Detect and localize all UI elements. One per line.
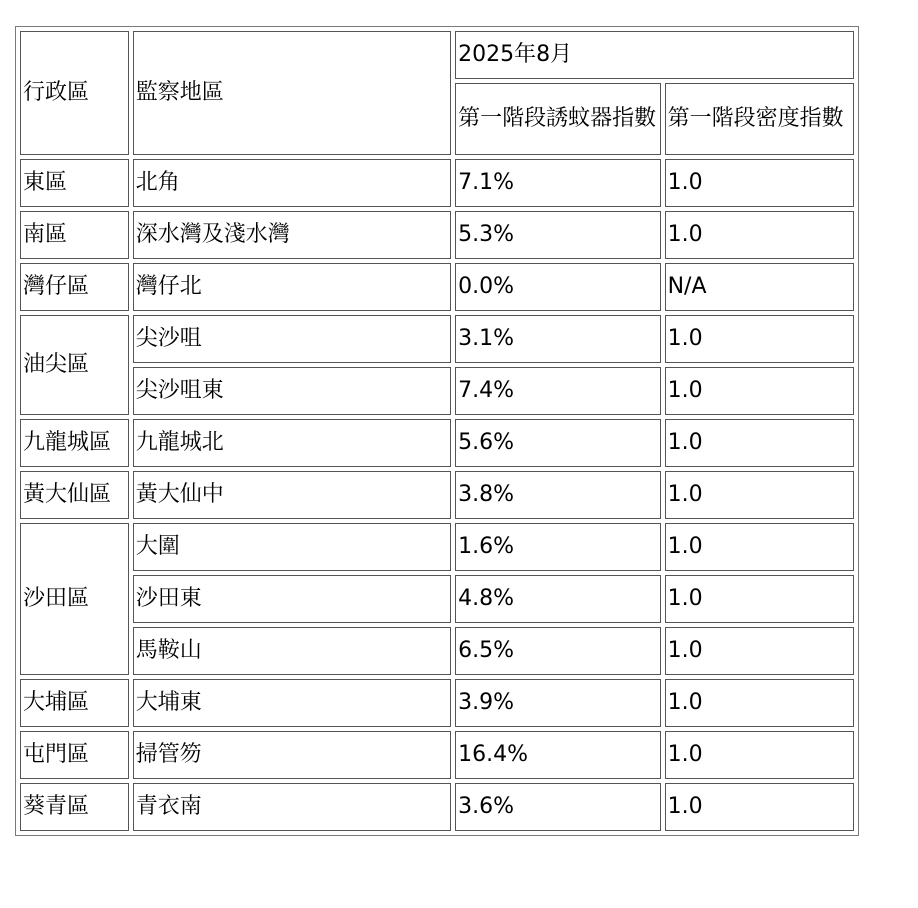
ovitrap-index-cell: 3.6% [455, 783, 661, 831]
table-row [20, 419, 854, 467]
density-index-cell: 1.0 [665, 627, 854, 675]
density-index-cell: 1.0 [665, 679, 854, 727]
density-index-cell: 1.0 [665, 159, 854, 207]
district-cell: 葵青區 [20, 783, 129, 831]
ovitrap-index-cell: 6.5% [455, 627, 661, 675]
ovitrap-index-cell: 0.0% [455, 263, 661, 311]
ovitrap-index-cell: 7.1% [455, 159, 661, 207]
area-cell: 青衣南 [133, 783, 451, 831]
area-cell: 馬鞍山 [133, 627, 451, 675]
district-cell: 屯門區 [20, 731, 129, 779]
table-row [20, 315, 854, 363]
header-district: 行政區 [20, 31, 129, 155]
table-row [20, 679, 854, 727]
table-row [20, 523, 854, 571]
ovitrap-index-cell: 3.9% [455, 679, 661, 727]
area-cell: 沙田東 [133, 575, 451, 623]
density-index-cell: 1.0 [665, 367, 854, 415]
area-cell: 大埔東 [133, 679, 451, 727]
density-index-cell: 1.0 [665, 315, 854, 363]
density-index-cell: 1.0 [665, 783, 854, 831]
mosquito-index-table [15, 26, 859, 836]
density-index-cell: N/A [665, 263, 854, 311]
table-row [20, 367, 854, 415]
header-period: 2025年8月 [455, 31, 854, 79]
district-cell: 東區 [20, 159, 129, 207]
density-index-cell: 1.0 [665, 471, 854, 519]
table-row [20, 263, 854, 311]
ovitrap-index-cell: 5.6% [455, 419, 661, 467]
table-row [20, 783, 854, 831]
density-index-cell: 1.0 [665, 731, 854, 779]
area-cell: 掃管笏 [133, 731, 451, 779]
district-cell: 大埔區 [20, 679, 129, 727]
district-cell: 黃大仙區 [20, 471, 129, 519]
district-cell: 灣仔區 [20, 263, 129, 311]
header-area: 監察地區 [133, 31, 451, 155]
ovitrap-index-cell: 1.6% [455, 523, 661, 571]
table-row [20, 211, 854, 259]
header-row [20, 31, 854, 79]
area-cell: 大圍 [133, 523, 451, 571]
table-row [20, 575, 854, 623]
density-index-cell: 1.0 [665, 575, 854, 623]
area-cell: 九龍城北 [133, 419, 451, 467]
district-cell: 九龍城區 [20, 419, 129, 467]
density-index-cell: 1.0 [665, 211, 854, 259]
area-cell: 尖沙咀東 [133, 367, 451, 415]
ovitrap-index-cell: 16.4% [455, 731, 661, 779]
area-cell: 深水灣及淺水灣 [133, 211, 451, 259]
area-cell: 尖沙咀 [133, 315, 451, 363]
district-cell: 南區 [20, 211, 129, 259]
district-cell: 沙田區 [20, 523, 129, 675]
density-index-cell: 1.0 [665, 419, 854, 467]
table-row [20, 471, 854, 519]
header-density-index: 第一階段密度指數 [665, 83, 854, 155]
area-cell: 黃大仙中 [133, 471, 451, 519]
header-ovitrap-index: 第一階段誘蚊器指數 [455, 83, 661, 155]
table-row [20, 627, 854, 675]
ovitrap-index-cell: 4.8% [455, 575, 661, 623]
density-index-cell: 1.0 [665, 523, 854, 571]
ovitrap-index-cell: 3.1% [455, 315, 661, 363]
ovitrap-index-cell: 5.3% [455, 211, 661, 259]
district-cell: 油尖區 [20, 315, 129, 415]
area-cell: 灣仔北 [133, 263, 451, 311]
table-row [20, 159, 854, 207]
area-cell: 北角 [133, 159, 451, 207]
table-row [20, 731, 854, 779]
ovitrap-index-cell: 7.4% [455, 367, 661, 415]
ovitrap-index-cell: 3.8% [455, 471, 661, 519]
